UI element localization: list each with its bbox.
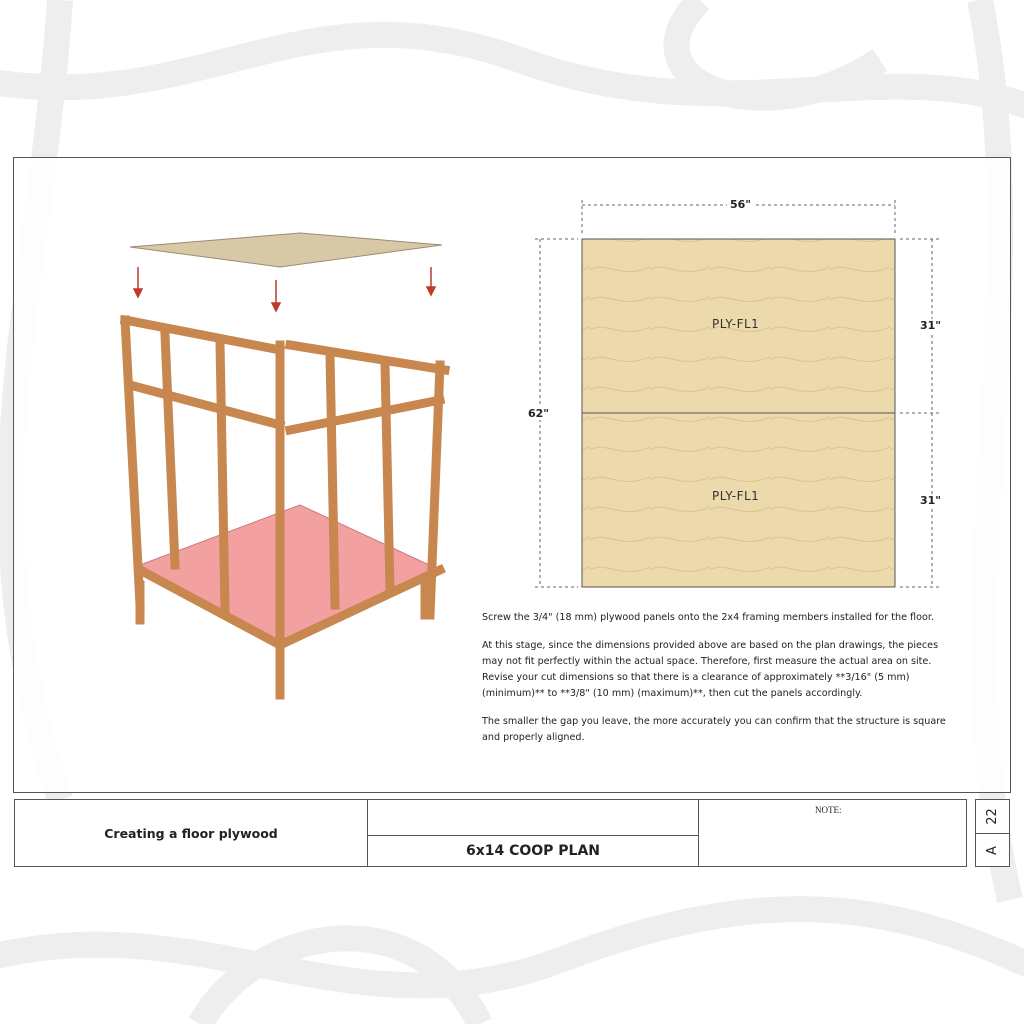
plan-name-cell bbox=[367, 800, 699, 866]
coop-framing-illustration bbox=[100, 225, 470, 715]
panel-label-upper: PLY-FL1 bbox=[712, 317, 760, 331]
down-arrows bbox=[134, 267, 435, 311]
instructions-text bbox=[482, 610, 960, 758]
floor-plywood-sheet bbox=[130, 233, 442, 267]
width-dimension: 56" bbox=[727, 198, 754, 211]
floor-joists bbox=[140, 505, 440, 645]
title-block bbox=[14, 799, 967, 867]
instruction-paragraph: The smaller the gap you leave, the more accurately you can confirm that the structure is square and properly aligned. bbox=[482, 716, 946, 743]
lower-half-dimension: 31" bbox=[920, 494, 942, 507]
plan-name: 6x14 COOP PLAN bbox=[465, 843, 601, 859]
instruction-paragraph: Screw the 3/4" (18 mm) plywood panels onto the 2x4 framing members installed for the floor. bbox=[482, 612, 934, 623]
upper-half-dimension: 31" bbox=[920, 319, 942, 332]
note-label: NOTE: bbox=[815, 805, 842, 815]
instruction-paragraph: At this stage, since the dimensions provided above are based on the plan drawings, the pieces may not fit perfectly within the actual space. Therefore, first measure the actual area on site. Revise your cut dimensions so that there is a clearance of approximately **3/16" (5 mm) (minimum)** to **3/8" (10 mm) (maximum)**, then cut the panels accordingly. bbox=[482, 640, 939, 699]
wall-studs bbox=[125, 320, 445, 695]
panel-label-lower: PLY-FL1 bbox=[712, 489, 760, 503]
sheet-series: A bbox=[985, 846, 1000, 855]
step-title: Creating a floor plywood bbox=[104, 825, 278, 841]
plywood-plan-drawing bbox=[530, 195, 950, 600]
sheet-number: 22 bbox=[984, 808, 1000, 825]
sheet-number-box bbox=[975, 799, 1010, 867]
height-dimension: 62" bbox=[528, 407, 550, 420]
